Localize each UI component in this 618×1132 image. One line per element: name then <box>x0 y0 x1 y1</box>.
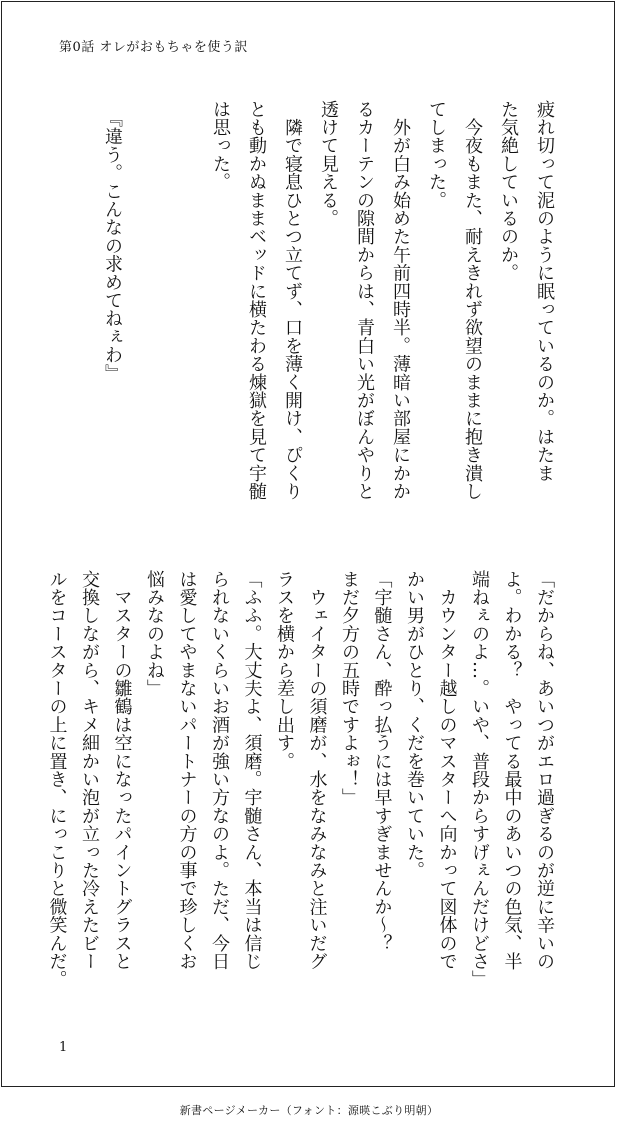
text-column: とも動かぬままベッドに横たわる煉獄を見て宇髄 <box>246 100 267 501</box>
footer-credit: 新書ページメーカー（フォント：源暎こぶり明朝） <box>179 1104 439 1117</box>
text-column: た気絶しているのか。 <box>498 100 519 282</box>
blank-column <box>166 100 202 532</box>
text-column: られないくらいお酒が強い方なのよ。ただ、今日 <box>209 570 230 971</box>
text-column: よ。わかる？ やってる最中のあいつの色気、半 <box>501 570 523 971</box>
text-column: てしまった。 <box>426 100 447 210</box>
text-column: 「宇髄さん、酔っ払うには早すぎませんか〜？ <box>371 570 393 953</box>
text-column: 外が白み始めた午前四時半。薄暗い部屋にかか <box>390 100 411 501</box>
text-column: ウェイターの須磨が、水をなみなみと注いだグ <box>306 570 328 971</box>
book-page <box>1 1 615 1087</box>
text-column: は愛してやまないパートナーの方の事で珍しくお <box>176 570 198 971</box>
text-column: かい男がひとり、くだを巻いていた。 <box>404 570 425 880</box>
text-column: まだ夕方の五時ですよぉ！」 <box>339 570 360 807</box>
text-column: は思った。 <box>210 100 231 191</box>
text-block-top <box>42 100 562 532</box>
text-column: ラスを横から差し出す。 <box>274 570 295 771</box>
text-column: 端ねぇのよ…。いや、普段からすげぇんだけどさ」 <box>469 570 490 989</box>
text-column: ルをコースターの上に置き、にっこりと微笑んだ。 <box>46 570 68 989</box>
text-column: 透けて見える。 <box>318 100 339 228</box>
text-column: 「だからね、あいつがエロ過ぎるのが逆に辛いの <box>534 570 555 971</box>
text-column: 交換しながら、キメ細かい泡が立った冷えたビー <box>79 570 100 971</box>
text-column: 今夜もまた、耐えきれず欲望のままに抱き潰し <box>462 100 483 501</box>
text-column: 『違う。こんなの求めてねぇわ』 <box>102 100 123 383</box>
text-column: マスターの雛鶴は空になったパイントグラスと <box>111 570 133 971</box>
text-column: 「ふふ。大丈夫よ、須磨。宇髄さん、本当は信じ <box>241 570 263 971</box>
page-number: 1 <box>59 1040 68 1055</box>
chapter-title: 第0話 オレがおもちゃを使う訳 <box>59 40 248 55</box>
text-block-bottom <box>42 570 562 1002</box>
blank-column <box>130 100 166 532</box>
text-column: カウンター越しのマスターへ向かって図体ので <box>436 570 458 971</box>
text-column: 悩みなのよね」 <box>144 570 165 698</box>
text-column: 疲れ切って泥のように眠っているのか。はたま <box>534 100 555 483</box>
text-column: るカーテンの隙間からは、青白い光がぼんやりと <box>354 100 375 501</box>
text-column: 隣で寝息ひとつ立てず、口を薄く開け、ぴくり <box>282 100 303 501</box>
